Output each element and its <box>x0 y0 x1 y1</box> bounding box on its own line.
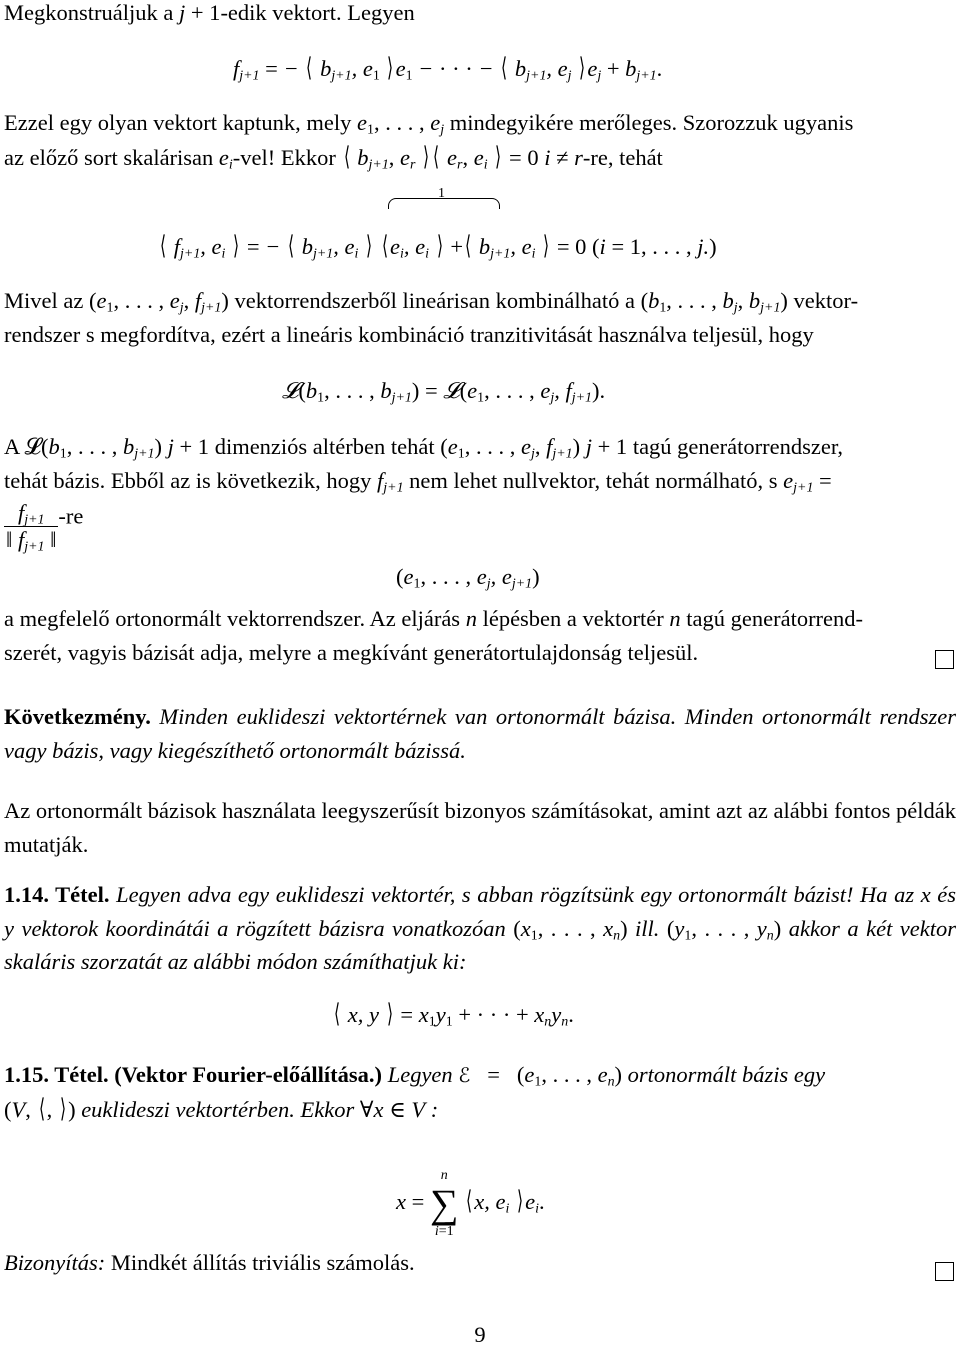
equation-f-def: $f_{j+1}$ = − ⟨ $b_{j+1}$, $e_1$ $⟩e_1$ − · · · − ⟨ $b_{j+1}$, $e_j$ $⟩e_j + b_{j+1}$. <box>233 53 663 84</box>
qed-box-1 <box>935 650 954 669</box>
equation-span: $𝓛(b_1$, . . . , $b_{j+1}$) = $𝓛(e_1$, . . . , $e_j$, $f_{j+1}$). <box>282 378 606 406</box>
para-6: Az ortonormált bázisok használata leegyszerűsít bizonyos számításokat, amint azt az alábbi fontos példák mutatják. <box>4 798 956 857</box>
para-2-line-1: Ezzel egy olyan vektort kaptunk, mely $e_1$, . . . , $e_j$ mindegyikére merőleges. Szorozzuk ugyanis <box>4 110 854 138</box>
para-3-line-2: rendszer s megfordítva, ezért a lineáris kombináció tranzitivitását használva teljesül, hogy <box>4 322 814 347</box>
para-5-line-2: szerét, vagyis bázisát adja, melyre a megkívánt generátortulajdonság teljesül. <box>4 640 699 665</box>
para-4-line-1: A $𝓛(b_1$, . . . , $b_{j+1}$) j + 1 dimenziós altérben tehát ($e_1$, . . . , $e_j$, $f_{j+1}$) j + 1 tagú generátorrendszer, <box>4 434 844 462</box>
para-4-line-2: tehát bázis. Ebből az is következik, hogy $f_{j+1}$ nem lehet nullvektor, tehát normálható, s $e_{j+1}$ = <box>4 468 832 496</box>
equation-orthonormal-system: ($e_1$, . . . , $e_j$, $e_{j+1}$) <box>396 564 540 592</box>
theorem-1-15-heading: 1.15. Tétel. (Vektor Fourier-előállítása.) <box>4 1062 383 1087</box>
normalization-fraction: $\frac{f_{j+1}}{‖ f_{j+1} ‖}$ -re <box>6 500 84 555</box>
theorem-1-14: 1.14. Tétel. Legyen adva egy euklideszi vektortér, s abban rögzítsünk egy ortonormált bázist! Ha az x és y vektorok koordinátái a rögzített bázisra vonatkozóan ($x_1$, . . . , $x_n$) ill. ($y_1$, . . . , $y_n$) akkor a két vektor skaláris szorzatát az alábbi módon számíthatjuk ki: <box>4 882 957 974</box>
page-number: 9 <box>474 1322 486 1347</box>
theorem-1-15-line-2: (V, ⟨, ⟩) euklideszi vektortérben. Ekkor ∀x ∈ V : <box>4 1094 439 1123</box>
theorem-1-15-line-1: 1.15. Tétel. (Vektor Fourier-előállítása.) Legyen ℰ = ($e_1$, . . . , $e_n$) ortonormált bázis egy <box>4 1062 826 1090</box>
proof-text: Mindkét állítás triviális számolás. <box>110 1250 415 1275</box>
corollary-heading: Következmény. <box>4 704 151 729</box>
equation-orthogonality: ⟨ $f_{j+1}$, $e_i$ ⟩ = − ⟨ $b_{j+1}$, $e_i$ ⟩ $⟨e_i$, $e_i$ ⟩ +⟨ $b_{j+1}$, $e_i$ ⟩ = 0 (i = 1, . . . , j.) <box>160 231 717 262</box>
equation-scalar-product: ⟨ x, y ⟩ = $x_1y_1$ + · · · + $x_ny_n$. <box>334 999 574 1030</box>
equation-fourier: x = n ∑ i=1 ⟨x, $e_i$ $⟩e_i$. <box>396 1168 545 1239</box>
para-3-line-1: Mivel az ($e_1$, . . . , $e_j$, $f_{j+1}$) vektorrendszerből lineárisan kombinálható a ($b_1$, . . . , $b_j$, $b_{j+1}$) vektor- <box>4 288 859 316</box>
para-2-line-2: az előző sort skalárisan $e_i$-vel! Ekkor ⟨ $b_{j+1}$, $e_r$ ⟩ ⟨ $e_r$, $e_i$ ⟩ = 0 i ≠ r-re, tehát <box>4 142 663 173</box>
corollary-body: Minden euklideszi vektortérnek van ortonormált bázisa. Minden ortonormált rendszer vagy bázis, vagy kiegészíthető ortonormált bázissá. <box>4 704 957 763</box>
qed-box-2 <box>935 1262 954 1281</box>
para-5-line-1: a megfelelő ortonormált vektorrendszer. Az eljárás n lépésben a vektortér n tagú generátorrend- <box>4 606 864 631</box>
intro-line: Megkonstruáljuk a j + 1-edik vektort. Legyen <box>4 0 415 25</box>
proof <box>4 1250 415 1276</box>
proof-label: Bizonyítás: <box>4 1250 106 1275</box>
theorem-1-14-heading: 1.14. Tétel. <box>4 882 110 907</box>
corollary <box>4 700 956 767</box>
overbrace-label: 1 <box>438 186 445 201</box>
